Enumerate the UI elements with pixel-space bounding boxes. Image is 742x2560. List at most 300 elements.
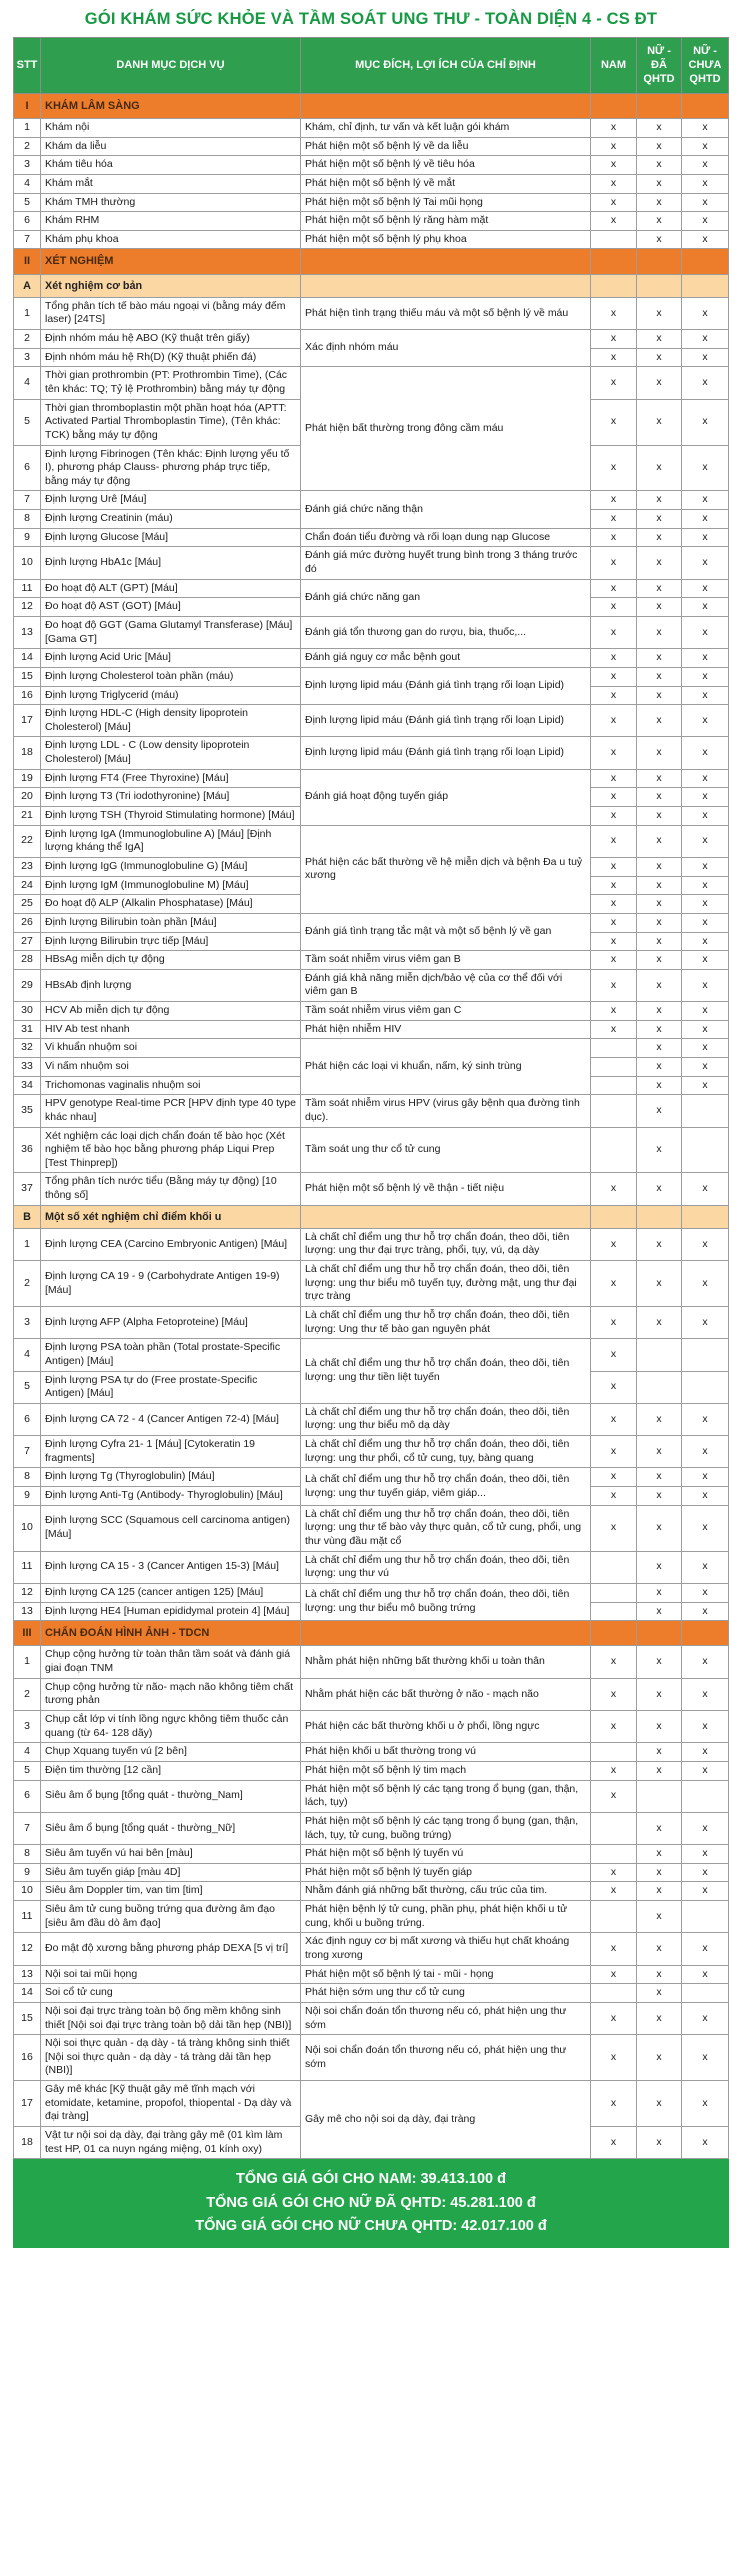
purpose-cell: Đánh giá tổn thương gan do rượu, bia, thuốc,... <box>301 616 591 648</box>
mark-cell-nu-chua-qhtd: x <box>682 686 729 705</box>
purpose-cell: Nhằm đánh giá những bất thường, cấu trúc của tim. <box>301 1882 591 1901</box>
mark-cell-nu-chua-qhtd <box>682 1127 729 1173</box>
mark-cell-nu-da-qhtd: x <box>637 705 682 737</box>
mark-cell-nu-chua-qhtd: x <box>682 1551 729 1583</box>
mark-cell-nam: x <box>591 825 637 857</box>
service-cell: Tổng phân tích tế bào máu ngoại vi (bằng máy đếm laser) [24TS] <box>41 297 301 329</box>
service-cell: Vi nấm nhuộm soi <box>41 1057 301 1076</box>
stt-cell: 32 <box>14 1039 41 1058</box>
mark-cell-nu-da-qhtd: x <box>637 1678 682 1710</box>
table-row <box>14 1002 729 1021</box>
section-id: A <box>14 274 41 297</box>
mark-cell-nu-chua-qhtd: x <box>682 2081 729 2127</box>
purpose-cell: Là chất chỉ điểm ung thư hỗ trợ chẩn đoán, theo dõi, tiên lượng: ung thư tiền liệt tuyến <box>301 1339 591 1404</box>
service-cell: Khám RHM <box>41 212 301 231</box>
mark-cell-nu-da-qhtd: x <box>637 367 682 399</box>
mark-cell-nu-chua-qhtd: x <box>682 579 729 598</box>
col-header-service: DANH MỤC DỊCH VỤ <box>41 37 301 93</box>
table-header-row <box>14 37 729 93</box>
section-id: I <box>14 93 41 118</box>
service-cell: Đo hoạt độ AST (GOT) [Máu] <box>41 598 301 617</box>
stt-cell: 10 <box>14 1882 41 1901</box>
service-cell: Chụp cắt lớp vi tính lồng ngực không tiêm thuốc cản quang (từ 64- 128 dãy) <box>41 1711 301 1743</box>
section-spacer <box>301 93 591 118</box>
mark-cell-nam: x <box>591 1761 637 1780</box>
table-row <box>14 2002 729 2034</box>
purpose-cell: Nội soi chẩn đoán tổn thương nếu có, phát hiện ung thư sớm <box>301 2002 591 2034</box>
stt-cell: 13 <box>14 1965 41 1984</box>
service-cell: Định lượng IgG (Immunoglobuline G) [Máu] <box>41 857 301 876</box>
purpose-cell: Phát hiện một số bệnh lý các tạng trong ổ bụng (gan, thận, lách, tụy, tử cung, buồng trứng) <box>301 1812 591 1844</box>
mark-cell-nu-da-qhtd: x <box>637 1965 682 1984</box>
service-cell: Khám phụ khoa <box>41 230 301 249</box>
mark-cell-nu-chua-qhtd: x <box>682 598 729 617</box>
section-header-row-a <box>14 274 729 297</box>
mark-cell-nam <box>591 1845 637 1864</box>
mark-cell-nu-da-qhtd: x <box>637 1743 682 1762</box>
mark-cell-nu-chua-qhtd: x <box>682 895 729 914</box>
stt-cell: 1 <box>14 118 41 137</box>
stt-cell: 6 <box>14 1780 41 1812</box>
mark-cell-nu-chua-qhtd: x <box>682 174 729 193</box>
table-row <box>14 579 729 598</box>
table-row <box>14 1127 729 1173</box>
mark-cell-nu-da-qhtd: x <box>637 807 682 826</box>
mark-cell-nam: x <box>591 705 637 737</box>
section-spacer <box>301 1621 591 1646</box>
mark-cell-nu-da-qhtd: x <box>637 876 682 895</box>
service-cell: Khám nội <box>41 118 301 137</box>
service-cell: Định lượng IgM (Immunoglobuline M) [Máu] <box>41 876 301 895</box>
mark-cell-nu-da-qhtd: x <box>637 230 682 249</box>
mark-cell-nam <box>591 1127 637 1173</box>
table-row <box>14 1646 729 1678</box>
mark-cell-nu-chua-qhtd: x <box>682 769 729 788</box>
service-cell: Thời gian prothrombin (PT: Prothrombin Time), (Các tên khác: TQ; Tỷ lệ Prothrombin) bằng máy tự động <box>41 367 301 399</box>
mark-cell-nam: x <box>591 1863 637 1882</box>
mark-cell-nu-chua-qhtd: x <box>682 1882 729 1901</box>
table-row <box>14 1780 729 1812</box>
mark-cell-nu-chua-qhtd: x <box>682 667 729 686</box>
mark-cell-nu-chua-qhtd <box>682 1339 729 1371</box>
stt-cell: 1 <box>14 1228 41 1260</box>
mark-cell-nam: x <box>591 969 637 1001</box>
purpose-cell: Là chất chỉ điểm ung thư hỗ trợ chẩn đoán, theo dõi, tiên lượng: ung thư vú <box>301 1551 591 1583</box>
mark-cell-nu-da-qhtd: x <box>637 212 682 231</box>
stt-cell: 34 <box>14 1076 41 1095</box>
table-body <box>14 93 729 2159</box>
mark-cell-nam: x <box>591 1002 637 1021</box>
service-cell: Định lượng PSA toàn phần (Total prostate-Specific Antigen) [Máu] <box>41 1339 301 1371</box>
mark-cell-nam: x <box>591 1505 637 1551</box>
purpose-cell: Định lượng lipid máu (Đánh giá tình trạng rối loạn Lipid) <box>301 667 591 704</box>
stt-cell: 8 <box>14 1845 41 1864</box>
purpose-cell: Nội soi chẩn đoán tổn thương nếu có, phát hiện ung thư sớm <box>301 2035 591 2081</box>
mark-cell-nam: x <box>591 876 637 895</box>
table-row <box>14 1711 729 1743</box>
stt-cell: 3 <box>14 156 41 175</box>
purpose-cell: Phát hiện các bất thường về hệ miễn dịch và bệnh Đa u tuỷ xương <box>301 825 591 913</box>
table-row <box>14 1901 729 1933</box>
service-cell: Chụp cộng hưởng từ não- mạch não không tiêm chất tương phản <box>41 1678 301 1710</box>
mark-cell-nu-chua-qhtd: x <box>682 1487 729 1506</box>
mark-cell-nu-chua-qhtd: x <box>682 156 729 175</box>
stt-cell: 18 <box>14 2127 41 2159</box>
mark-cell-nu-chua-qhtd <box>682 1371 729 1403</box>
service-cell: Định lượng PSA tự do (Free prostate-Specific Antigen) [Máu] <box>41 1371 301 1403</box>
section-label: Một số xét nghiệm chỉ điểm khối u <box>41 1205 301 1228</box>
mark-cell-nu-da-qhtd: x <box>637 1095 682 1127</box>
mark-cell-nam: x <box>591 1646 637 1678</box>
table-row <box>14 1436 729 1468</box>
service-cell: Siêu âm tuyến giáp [màu 4D] <box>41 1863 301 1882</box>
mark-cell-nam: x <box>591 686 637 705</box>
service-cell: Khám da liễu <box>41 137 301 156</box>
table-row <box>14 769 729 788</box>
service-cell: Định nhóm máu hệ ABO (Kỹ thuật trên giấy) <box>41 330 301 349</box>
stt-cell: 14 <box>14 1984 41 2003</box>
stt-cell: 15 <box>14 2002 41 2034</box>
service-cell: Vật tư nội soi dạ dày, đại tràng gây mê (01 kìm làm test HP, 01 ca nuyn ngáng miệng, 01 kính oxy) <box>41 2127 301 2159</box>
mark-cell-nam: x <box>591 174 637 193</box>
stt-cell: 14 <box>14 649 41 668</box>
stt-cell: 4 <box>14 367 41 399</box>
stt-cell: 20 <box>14 788 41 807</box>
mark-cell-nu-chua-qhtd: x <box>682 1845 729 1864</box>
table-row <box>14 156 729 175</box>
service-cell: Định lượng Creatinin (máu) <box>41 510 301 529</box>
mark-cell-nam: x <box>591 1339 637 1371</box>
mark-cell-nu-da-qhtd: x <box>637 510 682 529</box>
mark-cell-nu-chua-qhtd: x <box>682 913 729 932</box>
mark-cell-nu-chua-qhtd: x <box>682 137 729 156</box>
purpose-cell: Phát hiện bất thường trong đông cầm máu <box>301 367 591 491</box>
total-nu-da-qhtd: TỔNG GIÁ GÓI CHO NỮ ĐÃ QHTD: 45.281.100 đ <box>206 2194 536 2211</box>
section-spacer <box>682 249 729 274</box>
purpose-cell: Là chất chỉ điểm ung thư hỗ trợ chẩn đoán, theo dõi, tiên lượng: ung thư biểu mô tuyến tụy, đường mật, ung thư đại trực tràng <box>301 1261 591 1307</box>
service-cell: HCV Ab miễn dịch tự động <box>41 1002 301 1021</box>
service-cell: Siêu âm Doppler tim, van tim [tim] <box>41 1882 301 1901</box>
service-cell: Siêu âm ổ bụng [tổng quát - thường_Nam] <box>41 1780 301 1812</box>
mark-cell-nu-da-qhtd: x <box>637 1002 682 1021</box>
mark-cell-nu-da-qhtd: x <box>637 1551 682 1583</box>
service-cell: HIV Ab test nhanh <box>41 1020 301 1039</box>
col-header-nu-chua-qhtd: NỮ - CHƯA QHTD <box>682 37 729 93</box>
mark-cell-nam: x <box>591 2127 637 2159</box>
mark-cell-nu-da-qhtd: x <box>637 1057 682 1076</box>
table-row <box>14 118 729 137</box>
purpose-cell: Chẩn đoán tiểu đường và rối loạn dung nạp Glucose <box>301 528 591 547</box>
purpose-cell: Nhằm phát hiện các bất thường ở não - mạch não <box>301 1678 591 1710</box>
mark-cell-nam: x <box>591 1436 637 1468</box>
mark-cell-nu-da-qhtd: x <box>637 579 682 598</box>
service-cell: Định lượng Bilirubin trực tiếp [Máu] <box>41 932 301 951</box>
mark-cell-nam: x <box>591 649 637 668</box>
stt-cell: 24 <box>14 876 41 895</box>
mark-cell-nu-chua-qhtd: x <box>682 876 729 895</box>
mark-cell-nu-chua-qhtd <box>682 1984 729 2003</box>
table-row <box>14 174 729 193</box>
purpose-cell: Là chất chỉ điểm ung thư hỗ trợ chẩn đoán, theo dõi, tiên lượng: ung thư tuyến giáp, viêm giáp... <box>301 1468 591 1505</box>
col-header-purpose: MỤC ĐÍCH, LỢI ÍCH CỦA CHỈ ĐỊNH <box>301 37 591 93</box>
stt-cell: 2 <box>14 330 41 349</box>
mark-cell-nu-da-qhtd: x <box>637 1228 682 1260</box>
mark-cell-nu-chua-qhtd: x <box>682 1261 729 1307</box>
mark-cell-nam: x <box>591 769 637 788</box>
stt-cell: 9 <box>14 1487 41 1506</box>
mark-cell-nu-chua-qhtd: x <box>682 510 729 529</box>
stt-cell: 7 <box>14 1436 41 1468</box>
mark-cell-nam: x <box>591 118 637 137</box>
mark-cell-nu-chua-qhtd: x <box>682 1933 729 1965</box>
stt-cell: 2 <box>14 1678 41 1710</box>
mark-cell-nu-da-qhtd: x <box>637 547 682 579</box>
service-cell: Điện tim thường [12 cần] <box>41 1761 301 1780</box>
mark-cell-nam: x <box>591 857 637 876</box>
mark-cell-nu-da-qhtd: x <box>637 598 682 617</box>
mark-cell-nam <box>591 1901 637 1933</box>
mark-cell-nu-chua-qhtd: x <box>682 1583 729 1602</box>
stt-cell: 33 <box>14 1057 41 1076</box>
stt-cell: 13 <box>14 616 41 648</box>
service-cell: Siêu âm ổ bụng [tổng quát - thường_Nữ] <box>41 1812 301 1844</box>
mark-cell-nu-da-qhtd: x <box>637 1845 682 1864</box>
mark-cell-nu-chua-qhtd: x <box>682 1711 729 1743</box>
mark-cell-nu-da-qhtd: x <box>637 895 682 914</box>
purpose-cell: Xác định nhóm máu <box>301 330 591 367</box>
stt-cell: 9 <box>14 1863 41 1882</box>
service-cell: Nội soi thực quản - dạ dày - tá tràng không sinh thiết [Nội soi thực quản - dạ dày - tá tràng dải tần hẹp (NBI)] <box>41 2035 301 2081</box>
mark-cell-nu-da-qhtd: x <box>637 330 682 349</box>
table-row <box>14 1039 729 1058</box>
mark-cell-nam: x <box>591 528 637 547</box>
service-cell: Siêu âm tuyến vú hai bên [màu] <box>41 1845 301 1864</box>
mark-cell-nu-chua-qhtd: x <box>682 1076 729 1095</box>
service-cell: Định lượng Cholesterol toàn phần (máu) <box>41 667 301 686</box>
mark-cell-nam: x <box>591 807 637 826</box>
purpose-cell: Là chất chỉ điểm ung thư hỗ trợ chẩn đoán, theo dõi, tiên lượng: Ung thư tế bào gan nguyên phát <box>301 1306 591 1338</box>
mark-cell-nu-chua-qhtd: x <box>682 193 729 212</box>
table-row <box>14 137 729 156</box>
section-id: B <box>14 1205 41 1228</box>
mark-cell-nu-chua-qhtd: x <box>682 705 729 737</box>
section-id: III <box>14 1621 41 1646</box>
table-row <box>14 825 729 857</box>
mark-cell-nu-da-qhtd: x <box>637 667 682 686</box>
purpose-cell: Khám, chỉ định, tư vấn và kết luận gói khám <box>301 118 591 137</box>
service-cell: Định lượng Triglycerid (máu) <box>41 686 301 705</box>
section-header-row-b <box>14 1205 729 1228</box>
service-cell: Định lượng CA 125 (cancer antigen 125) [Máu] <box>41 1583 301 1602</box>
purpose-cell: Phát hiện một số bệnh lý các tạng trong ổ bụng (gan, thận, lách, tụy) <box>301 1780 591 1812</box>
mark-cell-nu-chua-qhtd: x <box>682 1863 729 1882</box>
mark-cell-nu-da-qhtd: x <box>637 528 682 547</box>
mark-cell-nam: x <box>591 137 637 156</box>
stt-cell: 2 <box>14 1261 41 1307</box>
table-row <box>14 913 729 932</box>
table-row <box>14 737 729 769</box>
service-cell: Định lượng Bilirubin toàn phần [Máu] <box>41 913 301 932</box>
mark-cell-nam: x <box>591 1678 637 1710</box>
table-row <box>14 2035 729 2081</box>
mark-cell-nu-chua-qhtd: x <box>682 1761 729 1780</box>
purpose-cell: Là chất chỉ điểm ung thư hỗ trợ chẩn đoán, theo dõi, tiên lượng: ung thư biểu mô dạ dày <box>301 1403 591 1435</box>
mark-cell-nam: x <box>591 1468 637 1487</box>
mark-cell-nu-da-qhtd: x <box>637 1487 682 1506</box>
service-cell: Tổng phân tích nước tiểu (Bằng máy tự động) [10 thông số] <box>41 1173 301 1205</box>
stt-cell: 9 <box>14 528 41 547</box>
purpose-cell: Là chất chỉ điểm ung thư hỗ trợ chẩn đoán, theo dõi, tiên lượng: ung thư tế bào vảy thực quản, cổ tử cung, phổi, ung thư vùng đầu mặt cổ <box>301 1505 591 1551</box>
mark-cell-nam: x <box>591 297 637 329</box>
mark-cell-nam <box>591 1583 637 1602</box>
table-row <box>14 1678 729 1710</box>
service-cell: Thời gian thromboplastin một phần hoạt hóa (APTT: Activated Partial Thromboplastin Time), (Tên khác: TCK) bằng máy tự động <box>41 399 301 445</box>
section-spacer <box>301 1205 591 1228</box>
mark-cell-nam: x <box>591 1711 637 1743</box>
mark-cell-nu-chua-qhtd: x <box>682 1306 729 1338</box>
stt-cell: 12 <box>14 1933 41 1965</box>
table-row <box>14 2081 729 2127</box>
mark-cell-nu-chua-qhtd: x <box>682 1965 729 1984</box>
mark-cell-nu-chua-qhtd: x <box>682 951 729 970</box>
table-row <box>14 1403 729 1435</box>
mark-cell-nam: x <box>591 2081 637 2127</box>
table-row <box>14 667 729 686</box>
mark-cell-nu-da-qhtd: x <box>637 932 682 951</box>
mark-cell-nu-da-qhtd: x <box>637 1020 682 1039</box>
service-cell: Định lượng Glucose [Máu] <box>41 528 301 547</box>
table-row <box>14 1173 729 1205</box>
stt-cell: 15 <box>14 667 41 686</box>
mark-cell-nu-chua-qhtd: x <box>682 118 729 137</box>
stt-cell: 12 <box>14 598 41 617</box>
stt-cell: 31 <box>14 1020 41 1039</box>
section-label: XÉT NGHIỆM <box>41 249 301 274</box>
stt-cell: 3 <box>14 1711 41 1743</box>
service-cell: Định lượng SCC (Squamous cell carcinoma antigen) [Máu] <box>41 1505 301 1551</box>
section-spacer <box>591 1621 637 1646</box>
service-cell: Định lượng FT4 (Free Thyroxine) [Máu] <box>41 769 301 788</box>
mark-cell-nu-chua-qhtd: x <box>682 367 729 399</box>
purpose-cell: Phát hiện một số bệnh lý về tiêu hóa <box>301 156 591 175</box>
mark-cell-nu-da-qhtd <box>637 1371 682 1403</box>
mark-cell-nam: x <box>591 1020 637 1039</box>
service-cell: Chụp Xquang tuyến vú [2 bên] <box>41 1743 301 1762</box>
mark-cell-nu-chua-qhtd: x <box>682 1436 729 1468</box>
mark-cell-nam: x <box>591 2035 637 2081</box>
mark-cell-nam: x <box>591 788 637 807</box>
table-row <box>14 1095 729 1127</box>
mark-cell-nu-da-qhtd: x <box>637 1076 682 1095</box>
mark-cell-nu-da-qhtd: x <box>637 1761 682 1780</box>
mark-cell-nam: x <box>591 579 637 598</box>
mark-cell-nu-chua-qhtd: x <box>682 445 729 491</box>
stt-cell: 1 <box>14 1646 41 1678</box>
service-cell: Đo hoạt độ ALT (GPT) [Máu] <box>41 579 301 598</box>
mark-cell-nu-chua-qhtd: x <box>682 1743 729 1762</box>
table-row <box>14 528 729 547</box>
service-cell: Định lượng HbA1c [Máu] <box>41 547 301 579</box>
table-row <box>14 1984 729 2003</box>
service-cell: Đo hoạt độ GGT (Gama Glutamyl Transferase) [Máu] [Gama GT] <box>41 616 301 648</box>
mark-cell-nu-da-qhtd: x <box>637 1863 682 1882</box>
mark-cell-nu-chua-qhtd: x <box>682 737 729 769</box>
mark-cell-nu-chua-qhtd: x <box>682 230 729 249</box>
mark-cell-nu-da-qhtd: x <box>637 348 682 367</box>
mark-cell-nam: x <box>591 367 637 399</box>
service-cell: Định lượng Urê [Máu] <box>41 491 301 510</box>
service-cell: Định lượng Tg (Thyroglobulin) [Máu] <box>41 1468 301 1487</box>
section-spacer <box>637 249 682 274</box>
mark-cell-nam: x <box>591 547 637 579</box>
mark-cell-nam: x <box>591 445 637 491</box>
purpose-cell: Phát hiện một số bệnh lý về mắt <box>301 174 591 193</box>
mark-cell-nam: x <box>591 1403 637 1435</box>
section-label: Xét nghiệm cơ bản <box>41 274 301 297</box>
table-row <box>14 1933 729 1965</box>
mark-cell-nam: x <box>591 212 637 231</box>
mark-cell-nam: x <box>591 330 637 349</box>
stt-cell: 21 <box>14 807 41 826</box>
mark-cell-nu-chua-qhtd: x <box>682 857 729 876</box>
stt-cell: 8 <box>14 510 41 529</box>
mark-cell-nu-da-qhtd: x <box>637 174 682 193</box>
table-row <box>14 1583 729 1602</box>
mark-cell-nu-chua-qhtd: x <box>682 807 729 826</box>
mark-cell-nam <box>591 1812 637 1844</box>
page-title: GÓI KHÁM SỨC KHỎE VÀ TẦM SOÁT UNG THƯ - TOÀN DIỆN 4 - CS ĐT <box>84 10 658 28</box>
stt-cell: 4 <box>14 174 41 193</box>
table-row <box>14 1863 729 1882</box>
table-row <box>14 330 729 349</box>
stt-cell: 4 <box>14 1339 41 1371</box>
purpose-cell: Phát hiện bệnh lý tử cung, phần phụ, phát hiện khối u tử cung, khối u buồng trứng. <box>301 1901 591 1933</box>
mark-cell-nam: x <box>591 1261 637 1307</box>
mark-cell-nu-da-qhtd: x <box>637 2002 682 2034</box>
mark-cell-nu-chua-qhtd: x <box>682 399 729 445</box>
purpose-cell: Tầm soát ung thư cổ tử cung <box>301 1127 591 1173</box>
mark-cell-nam: x <box>591 895 637 914</box>
table-row <box>14 1845 729 1864</box>
mark-cell-nu-da-qhtd: x <box>637 1505 682 1551</box>
purpose-cell: Phát hiện một số bệnh lý về thận - tiết niệu <box>301 1173 591 1205</box>
mark-cell-nu-da-qhtd: x <box>637 491 682 510</box>
table-row <box>14 1812 729 1844</box>
purpose-cell: Là chất chỉ điểm ung thư hỗ trợ chẩn đoán, theo dõi, tiên lượng: ung thư phổi, cổ tử cung, tụy, bàng quang <box>301 1436 591 1468</box>
mark-cell-nu-da-qhtd: x <box>637 737 682 769</box>
stt-cell: 6 <box>14 212 41 231</box>
mark-cell-nu-da-qhtd: x <box>637 1602 682 1621</box>
stt-cell: 26 <box>14 913 41 932</box>
mark-cell-nu-chua-qhtd: x <box>682 1812 729 1844</box>
section-spacer <box>682 1621 729 1646</box>
table-row <box>14 1339 729 1371</box>
mark-cell-nu-da-qhtd: x <box>637 913 682 932</box>
mark-cell-nu-da-qhtd: x <box>637 1173 682 1205</box>
table-row <box>14 1761 729 1780</box>
table-row <box>14 212 729 231</box>
service-cell: Định lượng CEA (Carcino Embryonic Antigen) [Máu] <box>41 1228 301 1260</box>
stt-cell: 29 <box>14 969 41 1001</box>
stt-cell: 18 <box>14 737 41 769</box>
purpose-cell: Đánh giá chức năng thận <box>301 491 591 528</box>
mark-cell-nam <box>591 1551 637 1583</box>
purpose-cell: Là chất chỉ điểm ung thư hỗ trợ chẩn đoán, theo dõi, tiên lượng: ung thư biểu mô buồng trứng <box>301 1583 591 1620</box>
table-row <box>14 230 729 249</box>
mark-cell-nu-chua-qhtd: x <box>682 1468 729 1487</box>
section-spacer <box>637 1205 682 1228</box>
purpose-cell: Đánh giá nguy cơ mắc bệnh gout <box>301 649 591 668</box>
